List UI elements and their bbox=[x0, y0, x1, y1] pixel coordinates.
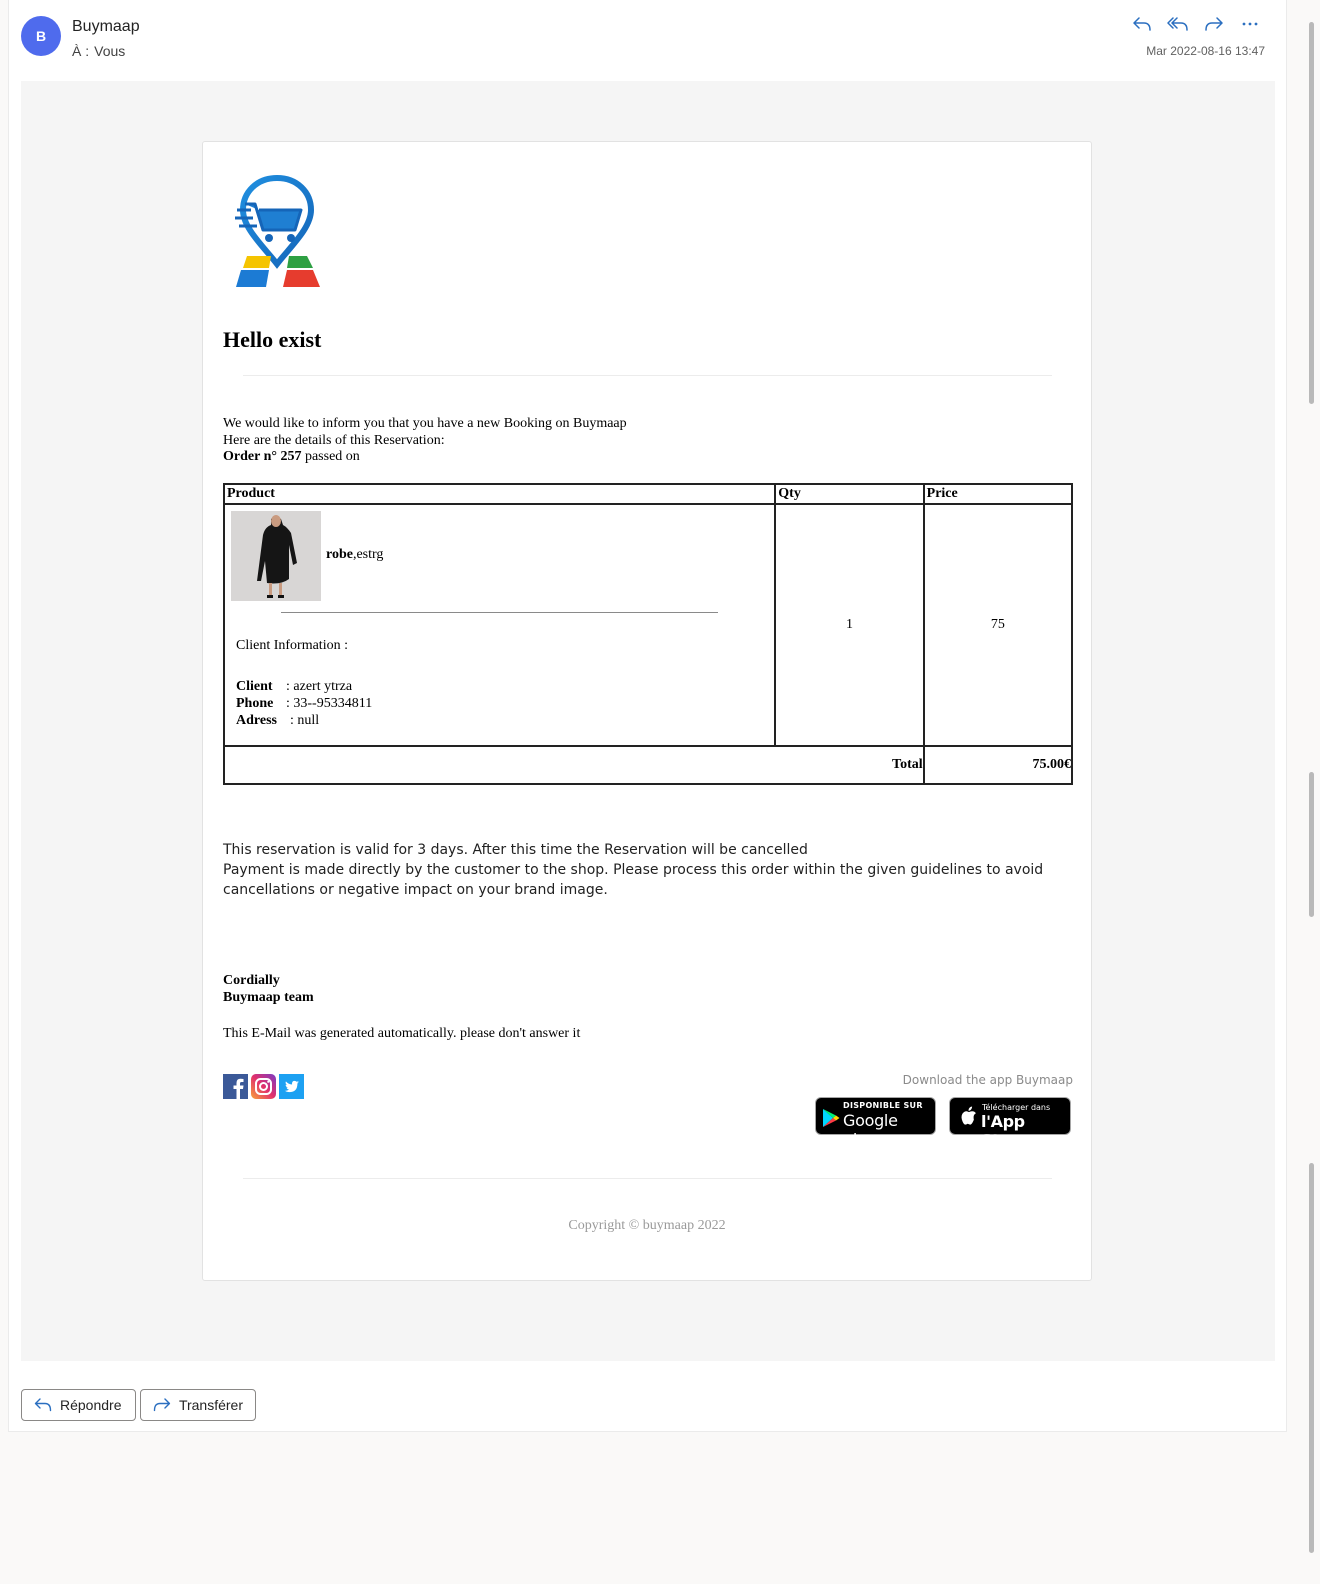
scrollbar-thumb-bottom[interactable] bbox=[1309, 1163, 1314, 1553]
reply-icon bbox=[34, 1398, 52, 1412]
copyright-text: Copyright © buymaap 2022 bbox=[568, 1218, 726, 1233]
reply-button[interactable] bbox=[21, 1389, 136, 1421]
product-name-bold: robe bbox=[326, 547, 353, 562]
notice-line-2: Payment is made directly by the customer to the shop. Please process this order within the given guidelines to avoid cancellations or negative impact on your brand image. bbox=[223, 862, 1044, 898]
sender-name[interactable]: Buymaap bbox=[72, 18, 140, 35]
google-play-small-text: DISPONIBLE SUR bbox=[843, 1101, 923, 1110]
reply-icon[interactable] bbox=[1130, 14, 1154, 34]
google-play-big-text: Google play bbox=[843, 1111, 898, 1149]
total-row bbox=[224, 746, 1072, 784]
phone-row bbox=[236, 695, 372, 712]
to-value[interactable]: Vous bbox=[94, 43, 126, 59]
client-info-label: Client Information : bbox=[236, 638, 348, 653]
col-header-price: Price bbox=[924, 484, 1072, 504]
sent-date: Mar 2022-08-16 13:47 bbox=[1146, 44, 1265, 58]
order-line bbox=[223, 449, 627, 466]
recipient-line bbox=[72, 43, 130, 59]
app-store-small-text: Télécharger dans bbox=[982, 1103, 1051, 1112]
closing-signature bbox=[223, 972, 314, 1006]
apple-icon bbox=[959, 1106, 977, 1127]
phone-label: Phone bbox=[236, 696, 274, 711]
forward-button-label: Transférer bbox=[178, 1397, 243, 1413]
notice-line-1: This reservation is valid for 3 days. After this time the Reservation will be cancelled bbox=[223, 842, 808, 858]
order-table-header bbox=[224, 484, 1072, 504]
more-options-icon[interactable] bbox=[1238, 14, 1262, 34]
forward-icon[interactable] bbox=[1202, 14, 1226, 34]
order-suffix: passed on bbox=[301, 449, 360, 464]
order-number: Order n° 257 bbox=[223, 449, 302, 464]
client-value: : azert ytrza bbox=[286, 679, 353, 694]
intro-line-1: We would like to inform you that you have a new Booking on Buymaap bbox=[223, 416, 627, 431]
scrollbar-thumb-top[interactable] bbox=[1309, 22, 1314, 404]
total-value: 75.00€ bbox=[924, 746, 1072, 784]
forward-button[interactable] bbox=[140, 1389, 256, 1421]
col-header-qty: Qty bbox=[775, 484, 923, 504]
price-cell: 75 bbox=[924, 504, 1072, 746]
scrollbar-thumb-mid[interactable] bbox=[1309, 772, 1314, 917]
greeting-heading: Hello exist bbox=[223, 327, 322, 352]
scrollbar[interactable] bbox=[1304, 0, 1318, 1584]
avatar[interactable]: B bbox=[21, 16, 61, 56]
divider-top bbox=[243, 375, 1052, 376]
download-app-label: Download the app Buymaap bbox=[902, 1073, 1073, 1087]
table-row bbox=[224, 504, 1072, 746]
qty-cell: 1 bbox=[775, 504, 923, 746]
client-details bbox=[236, 678, 372, 729]
intro-line-2: Here are the details of this Reservation: bbox=[223, 432, 445, 448]
social-links bbox=[223, 1074, 304, 1099]
buymaap-logo-icon bbox=[233, 172, 325, 290]
twitter-icon[interactable] bbox=[279, 1074, 304, 1099]
product-name bbox=[326, 547, 383, 563]
app-store-badge[interactable] bbox=[949, 1097, 1071, 1150]
intro-text bbox=[223, 416, 627, 466]
product-image[interactable] bbox=[231, 511, 321, 601]
reply-all-icon[interactable] bbox=[1166, 14, 1190, 34]
divider-bottom bbox=[243, 1178, 1052, 1179]
product-name-rest: ,estrg bbox=[352, 547, 384, 562]
reservation-notice bbox=[223, 840, 1075, 900]
closing-line-1: Cordially bbox=[223, 973, 280, 988]
app-store-big-text: l'App Store bbox=[981, 1112, 1028, 1150]
total-label: Total bbox=[224, 746, 924, 784]
phone-value: : 33--95334811 bbox=[286, 696, 373, 711]
google-play-badge[interactable] bbox=[815, 1097, 936, 1149]
adress-label: Adress bbox=[236, 713, 277, 728]
autogen-note: This E-Mail was generated automatically. please don't answer it bbox=[223, 1026, 581, 1041]
adress-value: : null bbox=[290, 713, 320, 728]
reply-button-label: Répondre bbox=[60, 1397, 122, 1413]
closing-line-2: Buymaap team bbox=[223, 990, 314, 1005]
instagram-icon[interactable] bbox=[251, 1074, 276, 1099]
to-label: À : bbox=[72, 43, 90, 59]
product-divider bbox=[281, 612, 718, 613]
client-row bbox=[236, 678, 372, 695]
col-header-product: Product bbox=[224, 484, 775, 504]
client-label: Client bbox=[236, 679, 273, 694]
forward-icon bbox=[153, 1398, 171, 1412]
message-actions bbox=[1130, 14, 1262, 34]
google-play-icon bbox=[822, 1108, 840, 1128]
facebook-icon[interactable] bbox=[223, 1074, 248, 1099]
product-cell bbox=[224, 504, 775, 746]
adress-row bbox=[236, 712, 372, 729]
order-table bbox=[223, 483, 1073, 785]
